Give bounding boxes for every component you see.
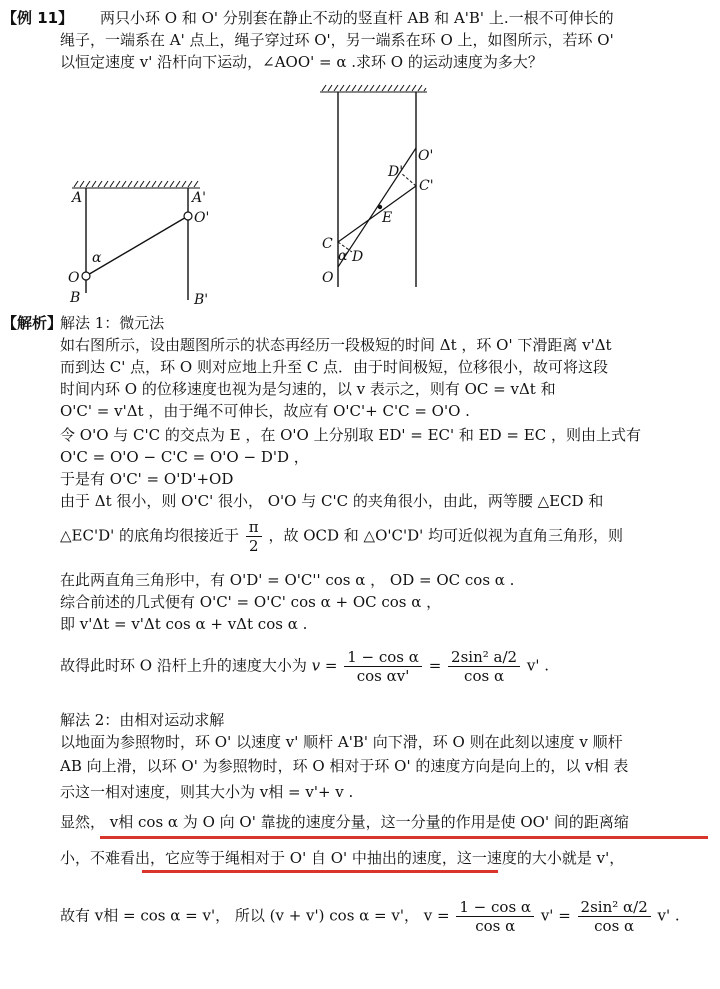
m1-result-v: v = — [311, 656, 338, 675]
m1-line-11: 即 v'Δt = v'Δt cos α + vΔt cos α . — [60, 615, 308, 633]
m1-line-9: 在此两直角三角形中，有 O'D' = O'C'' cos α ， OD = OC cos α . — [60, 571, 515, 589]
label-e: E — [382, 210, 393, 226]
m2-final-line — [60, 898, 680, 935]
pi-over-two: $\frac{\pi}{2}$ — [246, 518, 262, 555]
m2-tail: v' . — [657, 906, 680, 925]
m1-eq: = — [428, 656, 442, 675]
m2-line-4: 显然， v相 cos α 为 O 向 O' 靠拢的速度分量，这一分量的作用是使 OO' 间的距离缩 — [60, 813, 629, 831]
m1-result-pre: 故得此时环 O 沿杆上升的速度大小为 — [60, 656, 307, 675]
line-c-c-prime — [338, 186, 416, 242]
m1-line-3: 时间内环 O 的位移速度也视为是匀速的，以 v 表示之，则有 OC = vΔt 和 — [60, 380, 556, 398]
m1-line-8: 由于 Δt 很小，则 O'C' 很小， O'O 与 C'C 的夹角很小，由此，两等腰 △ECD 和 — [60, 492, 604, 510]
m2-line-1: 以地面为参照物时，环 O' 以速度 v' 顺杆 A'B' 向下滑，环 O 则在此刻以速度 v 顺杆 — [60, 733, 623, 751]
label-alpha-r: α — [338, 248, 348, 264]
ring-o — [82, 272, 90, 280]
m2-frac-2: $\frac{\text{2sin² α/2}}{\text{cos α}}$ — [578, 898, 651, 935]
m2-line-5: 小，不难看出，它应等于绳相对于 O' 自 O' 中抽出的速度，这一速度的大小就是 v'， — [60, 849, 625, 867]
m1-line-4: O'C' = v'Δt ，由于绳不可伸长，故应有 O'C'+ C'C = O'O . — [60, 402, 470, 420]
m1-line-7: 于是有 O'C' = O'D'+OD — [60, 470, 234, 488]
m1-line-6: O'C = O'O − C'C = O'O − D'D ， — [60, 448, 309, 466]
label-o-prime: O' — [194, 210, 210, 226]
m1-result-line — [60, 648, 549, 685]
m1-angle-post: ，故 OCD 和 △O'C'D' 均可近似视为直角三角形，则 — [268, 526, 624, 545]
rope — [86, 216, 188, 276]
label-b: B — [70, 290, 81, 306]
problem-line-1: 两只小环 O 和 O' 分别套在静止不动的竖直杆 AB 和 A'B' 上.一根不可伸长的 — [100, 9, 614, 27]
highlight-underline-2 — [142, 870, 498, 873]
m2-line-3: 示这一相对速度，则其大小为 v相 = v'+ v . — [60, 783, 354, 801]
label-o: O — [68, 270, 80, 286]
dash-c-prime-d-prime — [401, 173, 416, 186]
label-d: D — [352, 249, 364, 265]
m2-mid: v' = — [540, 906, 571, 925]
example-tag: 【例 11】 — [2, 9, 74, 27]
figure-right — [302, 82, 442, 292]
problem-line-3: 以恒定速度 v' 沿杆向下运动，∠AOO' = α .求环 O 的运动速度为多大？ — [60, 53, 543, 71]
m2-final-pre: 故有 v相 = cos α = v'， 所以 (v + v') cos α = v'， v = — [60, 906, 450, 925]
line-o-o-prime — [338, 148, 416, 267]
m1-line-10: 综合前述的几式便有 O'C' = O'C' cos α + OC cos α ， — [60, 593, 442, 611]
method2-title: 解法 2：由相对运动求解 — [60, 711, 225, 729]
highlight-underline-1 — [100, 836, 708, 839]
solution-tag: 【解析】 — [2, 314, 63, 332]
label-alpha: α — [92, 250, 102, 266]
label-o-r: O — [322, 270, 334, 286]
label-b-prime: B' — [194, 292, 209, 308]
m2-line-2: AB 向上滑，以环 O' 为参照物时，环 O 相对于环 O' 的速度方向是向上的，以 v相 表 — [60, 757, 629, 775]
m1-frac-1: $\frac{\text{1 − cos α}}{\text{cos αv'}}$ — [344, 648, 422, 685]
m1-angle-line — [60, 518, 623, 555]
label-a: A — [72, 190, 83, 206]
method1-title: 解法 1：微元法 — [60, 314, 165, 332]
ring-o-prime — [184, 212, 192, 220]
problem-line-2: 绳子，一端系在 A' 点上，绳子穿过环 O'，另一端系在环 O 上，如图所示，若环 O' — [60, 31, 614, 49]
ceiling-hatch — [72, 181, 200, 188]
label-o-prime-r: O' — [418, 148, 434, 164]
label-c-prime: C' — [419, 178, 434, 194]
m1-frac-2: $\frac{\text{2sin² a/2}}{\text{cos α}}$ — [448, 648, 520, 685]
m2-frac-1: $\frac{\text{1 − cos α}}{\text{cos α}}$ — [456, 898, 534, 935]
m1-line-1: 如右图所示，设由题图所示的状态再经历一段极短的时间 Δt ，环 O' 下滑距离 v'Δt — [60, 336, 612, 354]
label-a-prime: A' — [192, 190, 206, 206]
m1-tail: v' . — [526, 656, 549, 675]
ceiling-hatch-right — [320, 85, 427, 92]
label-d-prime: D' — [388, 164, 404, 180]
point-e — [378, 205, 382, 209]
figure-left — [60, 178, 300, 318]
m1-angle-pre: △EC'D' 的底角均很接近于 — [60, 526, 240, 545]
m1-line-5: 令 O'O 与 C'C 的交点为 E ，在 O'O 上分别取 ED' = EC' 和 ED = EC ，则由上式有 — [60, 426, 641, 444]
label-c: C — [322, 236, 333, 252]
m1-line-2: 而到达 C' 点，环 O 则对应地上升至 C 点．由于时间极短，位移很小，故可将这段 — [60, 358, 608, 376]
